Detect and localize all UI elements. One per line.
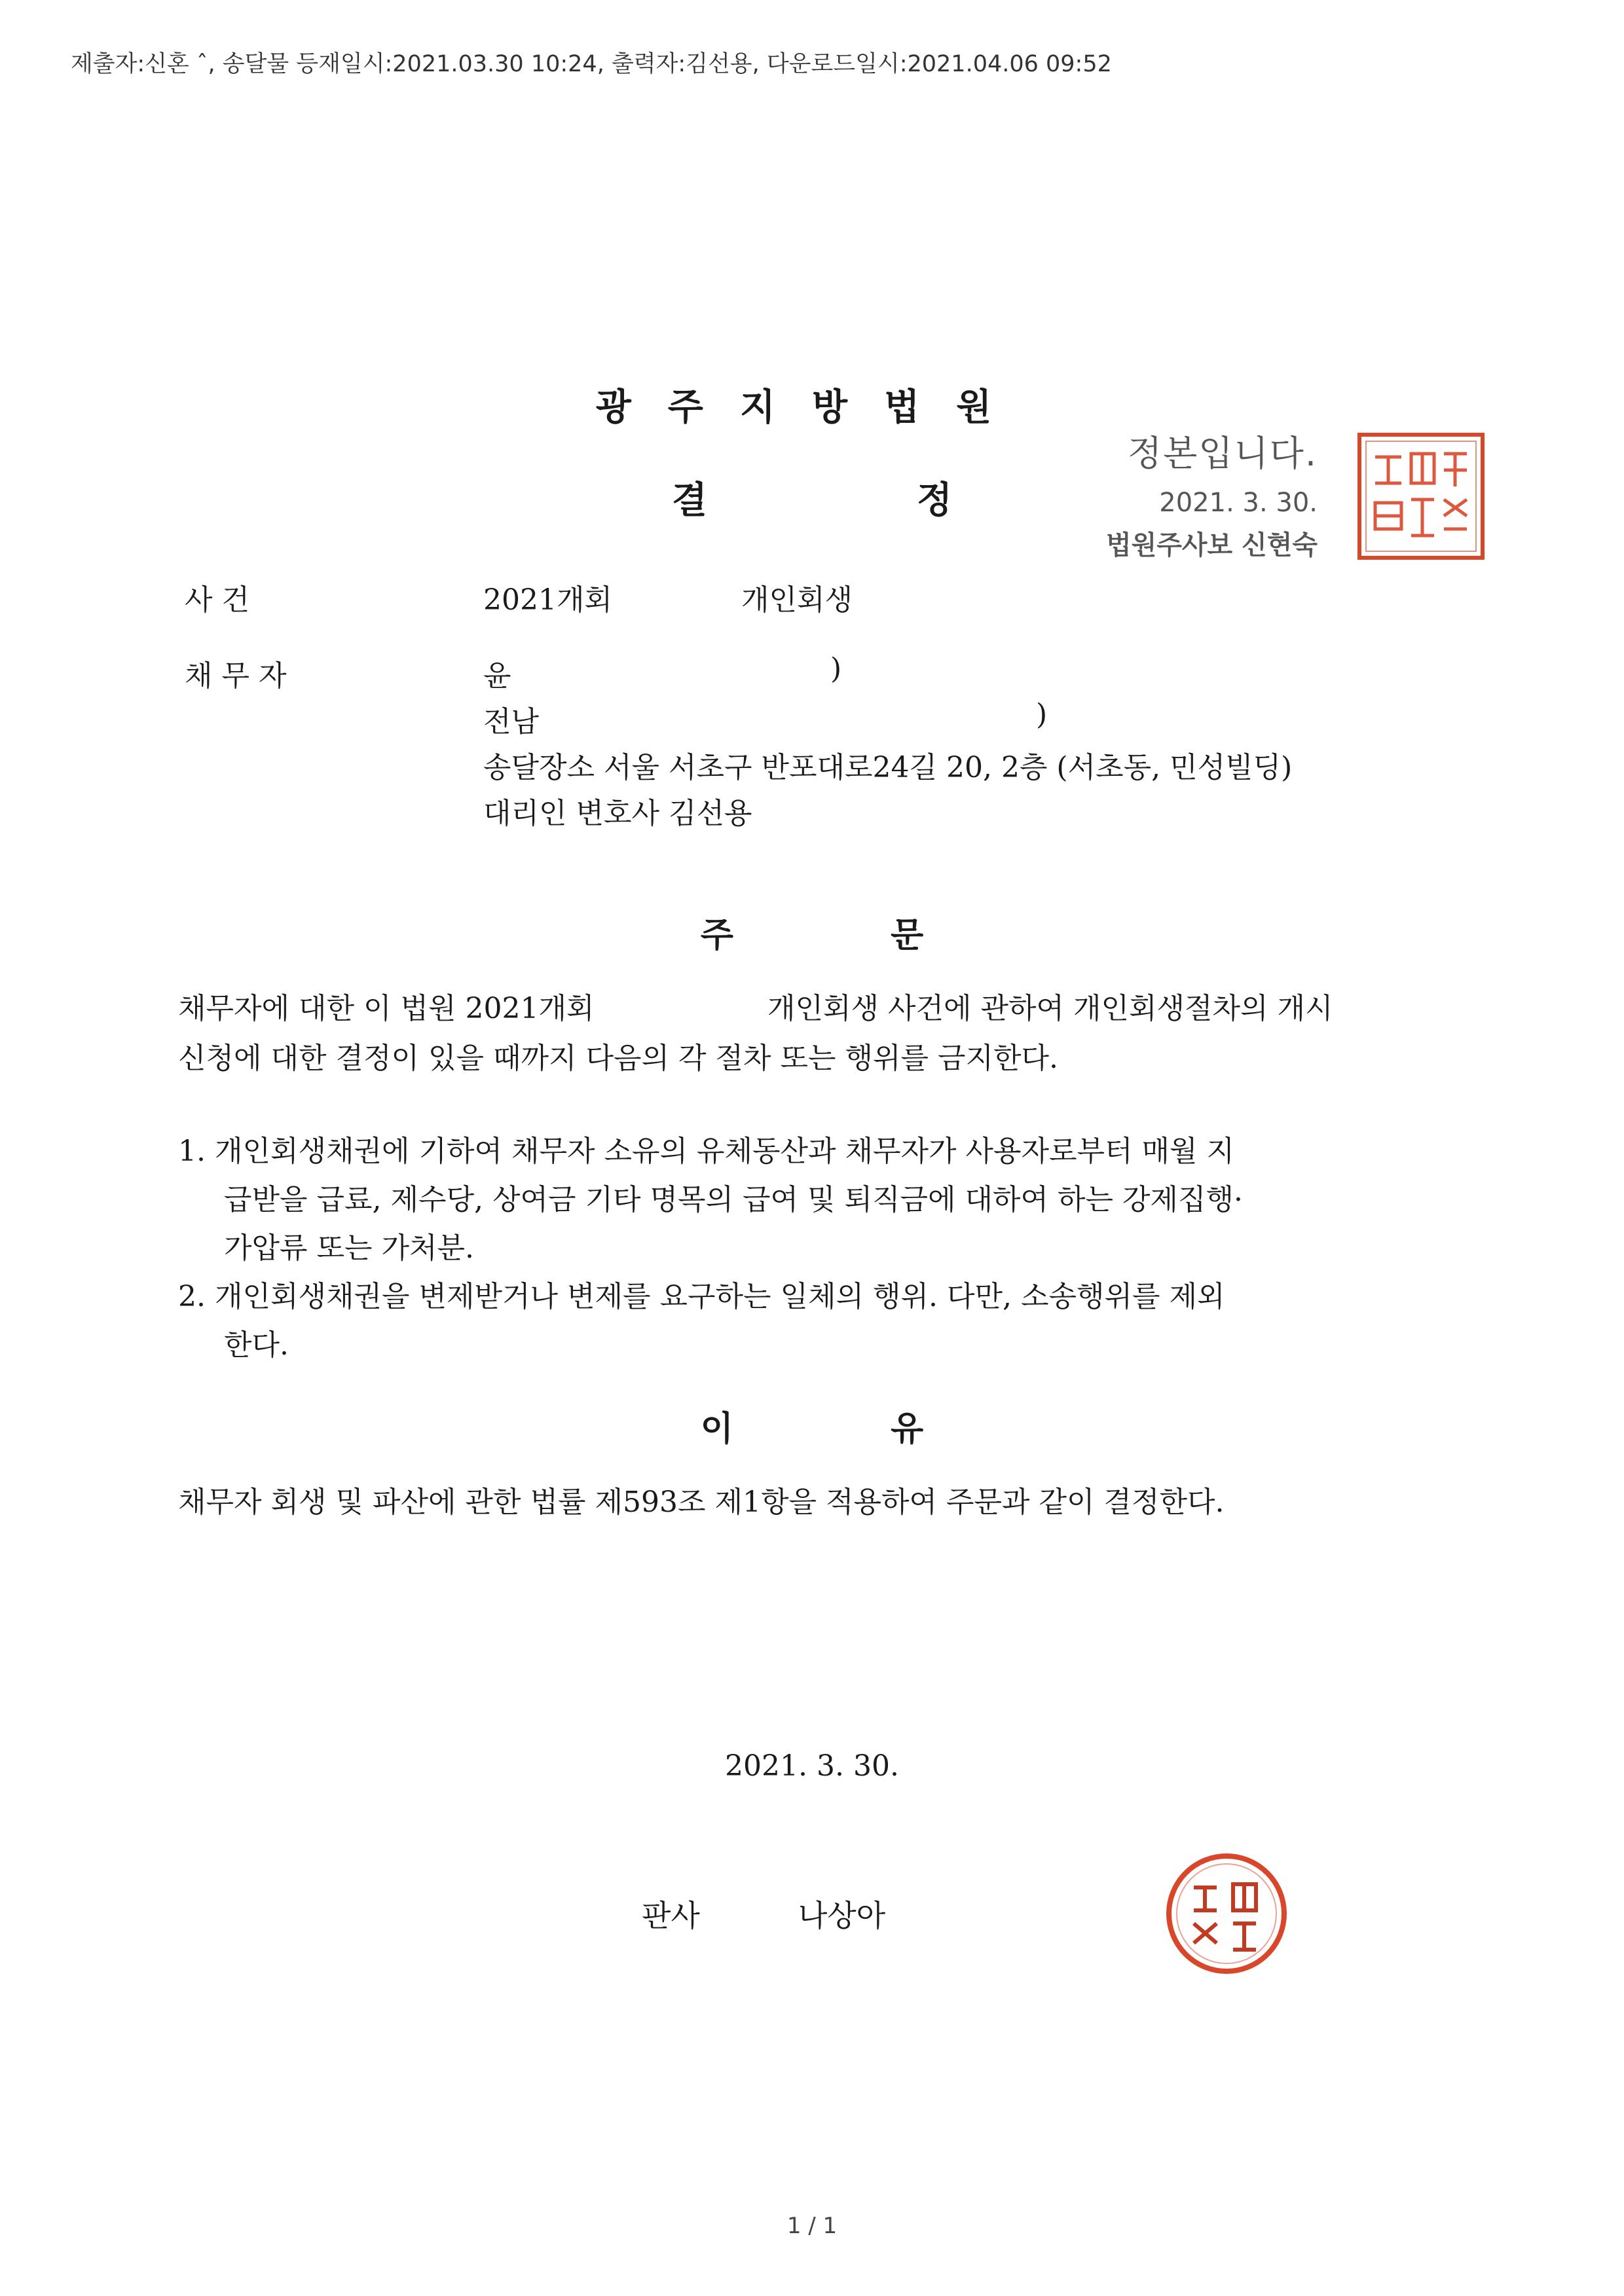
reason-heading-char-2: 유	[891, 1410, 924, 1449]
court-official-seal	[1356, 431, 1486, 562]
judge-title: 판사	[642, 1898, 700, 1933]
order-item-2-line2: 한다.	[224, 1328, 289, 1362]
order-item-1-line1: 1. 개인회생채권에 기하여 채무자 소유의 유체동산과 채무자가 사용자로부터 매월 지	[178, 1135, 1234, 1168]
certification-clerk: 법원주사보 신현숙	[1105, 530, 1318, 560]
order-intro-line2: 신청에 대한 결정이 있을 때까지 다음의 각 절차 또는 행위를 금지한다.	[178, 1042, 1058, 1075]
reason-heading-char-1: 이	[700, 1410, 733, 1449]
download-meta-line: 제출자:신혼 ˆ, 송달물 등재일시:2021.03.30 10:24, 출력자:김선용, 다운로드일시:2021.04.06 09:52	[71, 51, 1112, 77]
case-label: 사 건	[185, 583, 249, 617]
judge-name: 나상아	[798, 1898, 886, 1933]
document-title-char-2: 정	[917, 479, 953, 522]
case-type: 개인회생	[741, 583, 853, 617]
reason-text: 채무자 회생 및 파산에 관한 법률 제593조 제1항을 적용하여 주문과 같이 결정한다.	[178, 1485, 1225, 1519]
order-heading-char-2: 문	[891, 916, 924, 955]
order-item-1-line2: 급받을 급료, 제수당, 상여금 기타 명목의 급여 및 퇴직금에 대하여 하는 강제집행·	[224, 1183, 1243, 1216]
debtor-region: 전남	[483, 705, 540, 738]
debtor-agent: 대리인 변호사 김선용	[483, 797, 752, 830]
debtor-label: 채 무 자	[185, 659, 287, 693]
order-item-2-line1: 2. 개인회생채권을 변제받거나 변제를 요구하는 일체의 행위. 다만, 소송행위를 제외	[178, 1280, 1225, 1313]
judge-seal	[1164, 1851, 1289, 1976]
certification-stamp	[1056, 426, 1318, 562]
debtor-name-tail: )	[830, 652, 842, 685]
case-number: 2021개회	[483, 583, 612, 617]
debtor-name: 윤	[483, 659, 511, 693]
order-heading-char-1: 주	[700, 916, 733, 955]
decision-date: 2021. 3. 30.	[725, 1749, 899, 1783]
debtor-region-tail: )	[1036, 698, 1048, 731]
page-number: 1 / 1	[786, 2213, 838, 2239]
reason-heading	[0, 1401, 1624, 1450]
order-intro-line1-b: 개인회생 사건에 관하여 개인회생절차의 개시	[767, 992, 1333, 1025]
court-name: 광주지방법원	[595, 386, 1029, 429]
certification-text: 정본입니다.	[1128, 433, 1318, 474]
document-title-char-1: 결	[671, 479, 707, 522]
order-heading	[0, 907, 1624, 957]
certification-date: 2021. 3. 30.	[1159, 488, 1318, 518]
judge-signature-line	[642, 1892, 885, 1935]
delivery-place: 송달장소 서울 서초구 반포대로24길 20, 2층 (서초동, 민성빌딩)	[483, 751, 1293, 784]
order-item-1-line3: 가압류 또는 가처분.	[224, 1231, 474, 1265]
order-intro-line1-a: 채무자에 대한 이 법원 2021개회	[178, 992, 595, 1025]
